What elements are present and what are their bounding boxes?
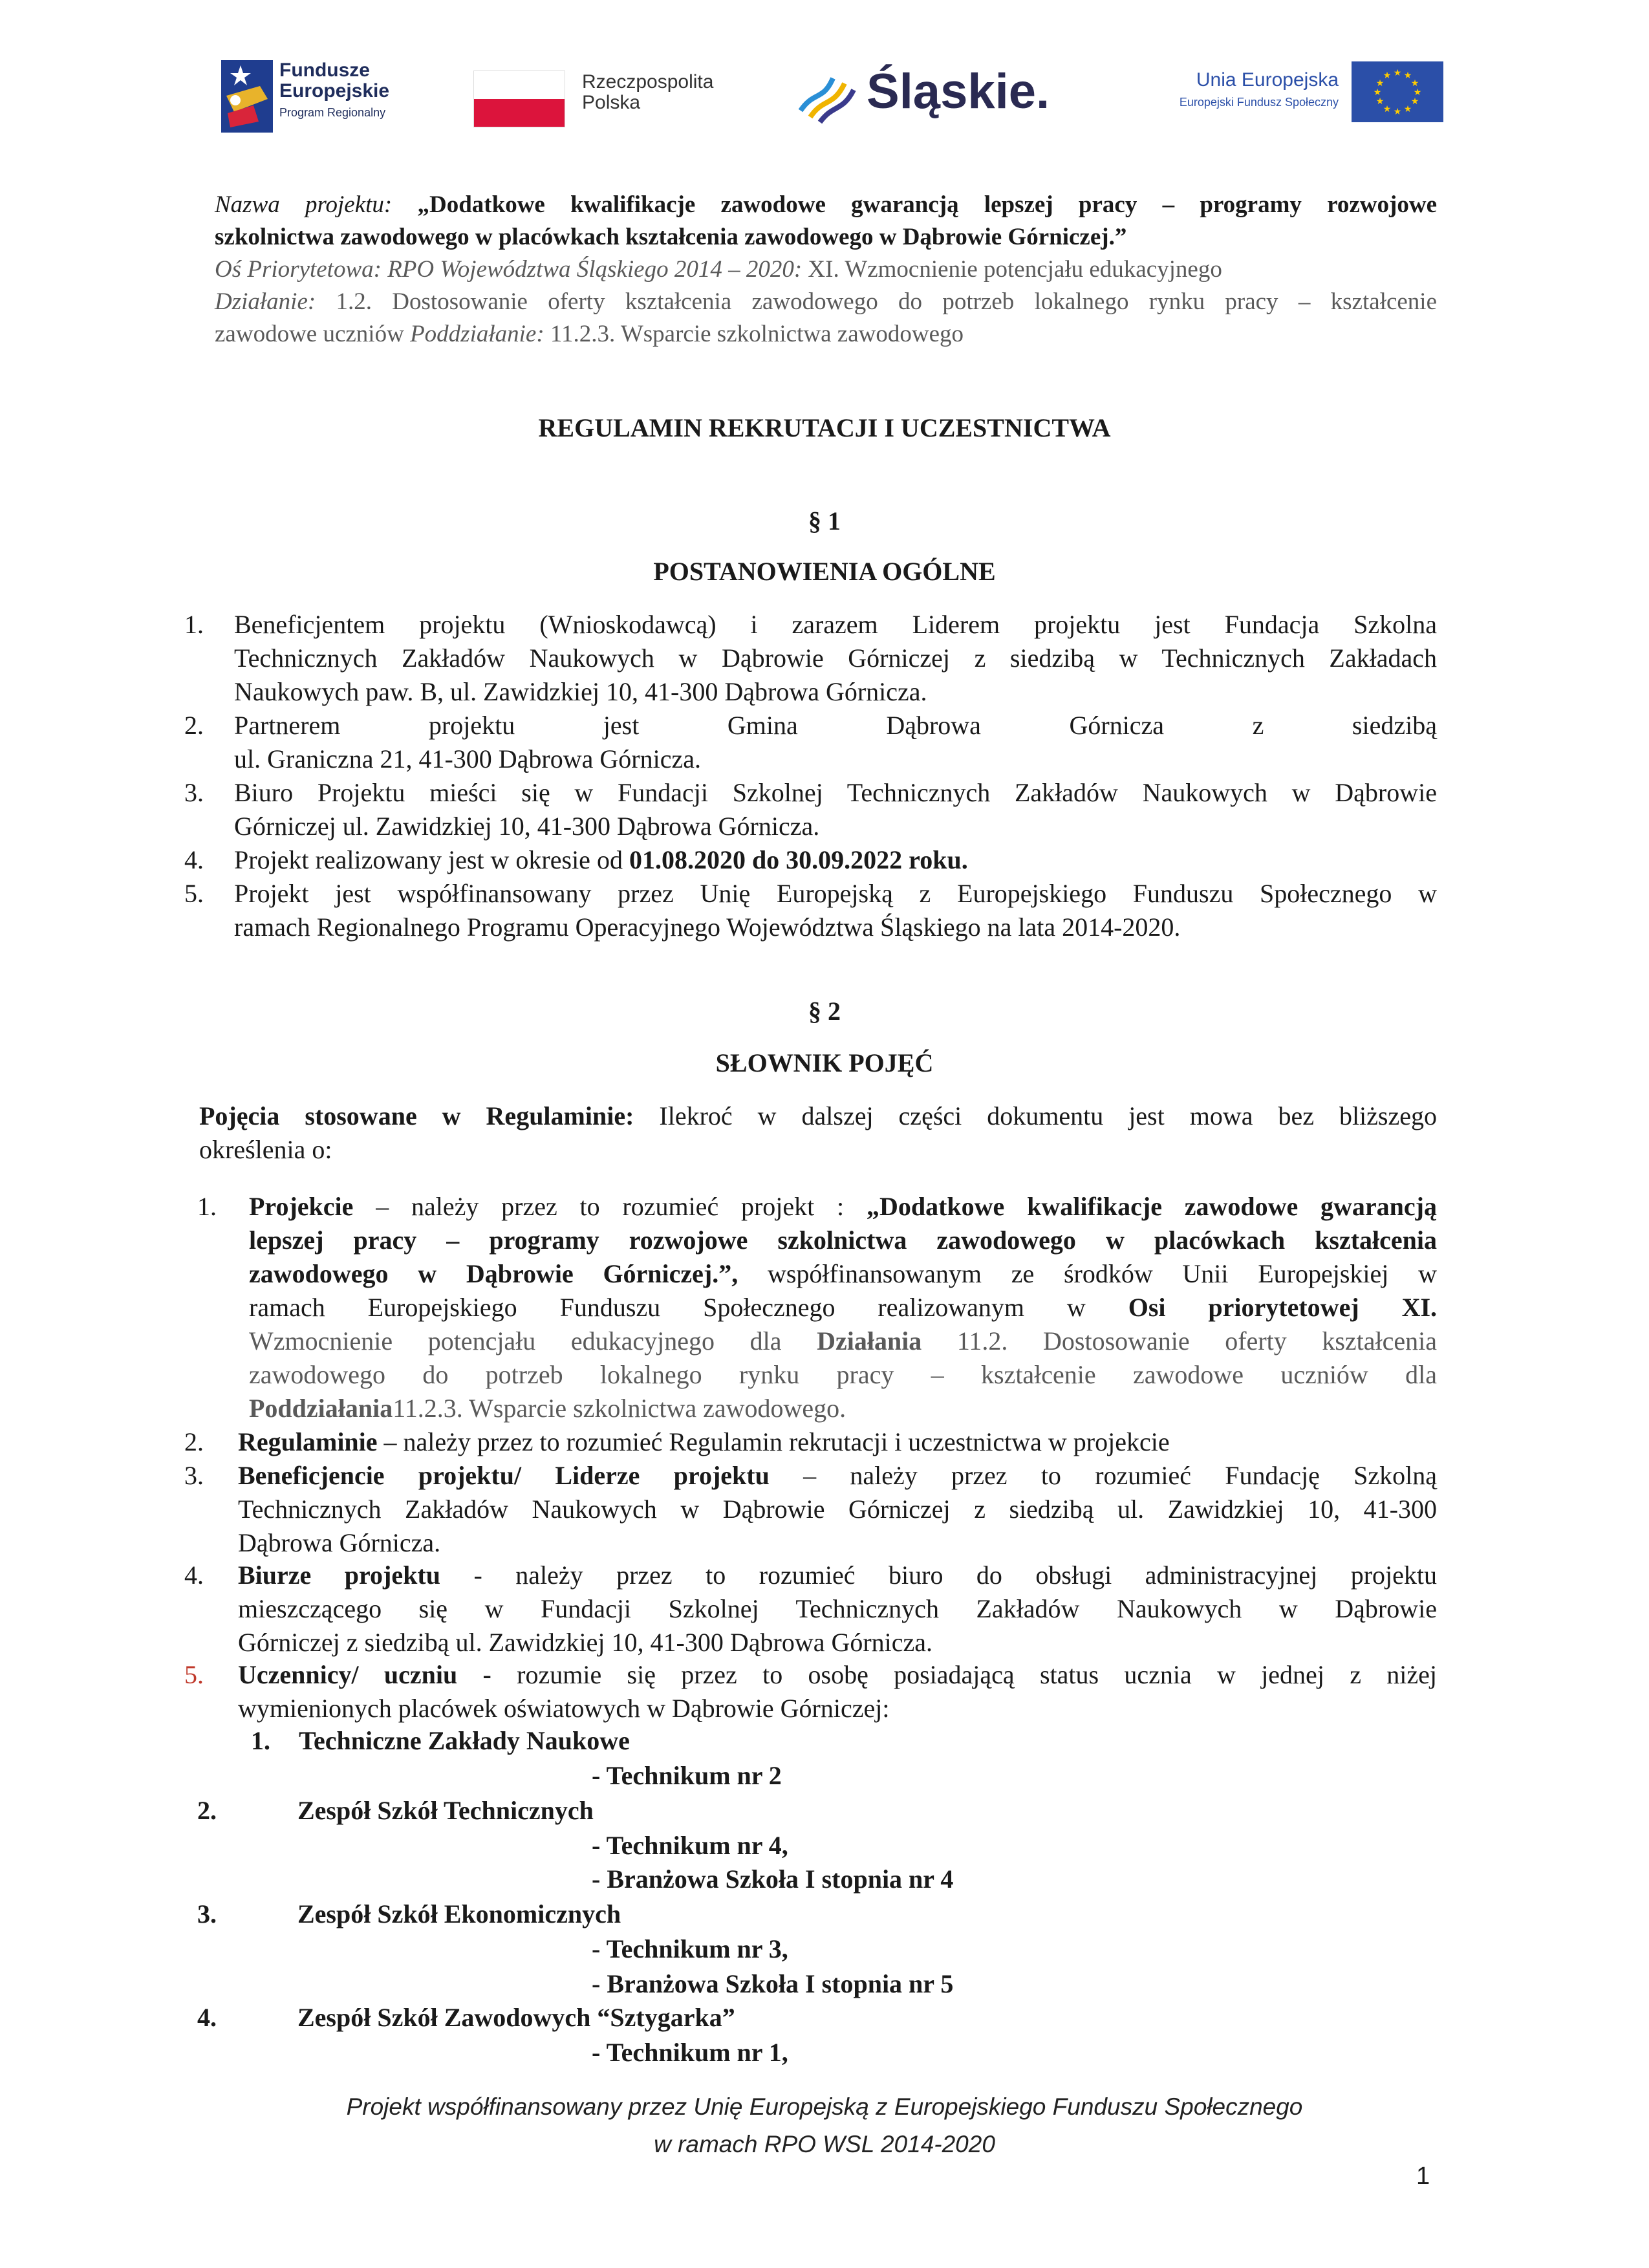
s2-item2-text: – należy przez to rozumieć Regulamin rekrutacji i uczestnictwa w projekcie	[383, 1427, 1170, 1456]
header-project-name: „Dodatkowe kwalifikacje zawodowe gwarancją lepszej pracy – programy rozwojowe	[417, 191, 1437, 218]
s2-item5-number: 5.	[184, 1660, 204, 1689]
header-line-3	[215, 254, 1437, 286]
s2-item5	[238, 1658, 1437, 1725]
s2-item5-text: rozumie się przez to osobę posiadającą status ucznia w jednej z niżej	[517, 1660, 1437, 1689]
s2-item1-line1	[249, 1190, 1437, 1224]
s2-item1-text4: ramach Europejskiego Funduszu Społecznego realizowanym w	[249, 1293, 1086, 1322]
s2-item3-line3: Dąbrowa Górnicza.	[238, 1528, 441, 1557]
svg-text:★: ★	[1375, 78, 1385, 89]
fundusze-sub: Program Regionalny	[279, 106, 386, 119]
header-axis-label: Oś Priorytetowa: RPO Województwa Śląskiego 2014 – 2020:	[215, 256, 803, 283]
s1-item4-number: 4.	[184, 845, 204, 874]
svg-text:★: ★	[1410, 96, 1419, 107]
svg-text:★: ★	[1403, 70, 1412, 81]
header-line-1	[215, 189, 1437, 221]
s2-item1-text3: współfinansowanym ze środków Unii Europejskiej w	[767, 1259, 1437, 1288]
s2-item1-number: 1.	[197, 1192, 217, 1221]
s2-item2-number: 2.	[184, 1427, 204, 1456]
s2-item1-line2: lepszej pracy – programy rozwojowe szkolnictwa zawodowego w placówkach kształcenia	[249, 1226, 1437, 1255]
s2-item2-term: Regulaminie	[238, 1427, 378, 1456]
header-line-4	[215, 286, 1437, 318]
s2-item1-line6: zawodowego do potrzeb lokalnego rynku pracy – kształcenie zawodowe uczniów dla	[249, 1360, 1437, 1389]
footer-line1: Projekt współfinansowany przez Unię Europejską z Europejskiego Funduszu Społecznego	[346, 2093, 1303, 2120]
s1-item5-line1: Projekt jest współfinansowany przez Unię Europejską z Europejskiego Funduszu Społecznego w	[234, 879, 1437, 908]
header-subaction-label: Poddziałanie:	[410, 321, 544, 347]
slaskie-wave-icon	[794, 65, 859, 124]
page-number: 1	[1416, 2163, 1430, 2190]
s1-item2-line2: ul. Graniczna 21, 41-300 Dąbrowa Górnicza.	[234, 744, 701, 773]
s2-item3-term: Beneficjencie projektu/ Liderze projektu	[238, 1461, 770, 1490]
intro-bold: Pojęcia stosowane w Regulaminie:	[199, 1101, 634, 1130]
rp-line2: Polska	[582, 92, 641, 113]
school4-name: Zespół Szkół Zawodowych “Sztygarka”	[297, 2003, 735, 2032]
logo-bar	[213, 55, 1429, 139]
s2-item1-line5	[249, 1324, 1437, 1358]
school3-sub1: - Technikum nr 3,	[592, 1934, 788, 1963]
s2-item1-title1: „Dodatkowe kwalifikacje zawodowe gwarancją	[866, 1192, 1437, 1221]
school3-name: Zespół Szkół Ekonomicznych	[297, 1899, 621, 1928]
header-action-label: Działanie:	[215, 288, 316, 315]
s2-item5-line1	[238, 1658, 1437, 1692]
s2-item1-line4	[249, 1291, 1437, 1324]
school2-sub2: - Branżowa Szkoła I stopnia nr 4	[592, 1864, 954, 1894]
header-line5-text: zawodowe uczniów	[215, 321, 404, 347]
s1-item3-line1: Biuro Projektu mieści się w Fundacji Szkolnej Technicznych Zakładów Naukowych w Dąbrowie	[234, 778, 1437, 807]
intro-rest: Ilekroć w dalszej części dokumentu jest mowa bez bliższego	[659, 1101, 1438, 1130]
header-axis-value: XI. Wzmocnienie potencjału edukacyjnego	[808, 256, 1222, 283]
s2-item3-line1	[238, 1459, 1437, 1493]
school2-number: 2.	[197, 1796, 217, 1825]
s2-item4-term: Biurze projektu	[238, 1561, 440, 1590]
school4-number: 4.	[197, 2003, 217, 2032]
svg-text:★: ★	[1375, 96, 1385, 107]
svg-text:★: ★	[1393, 68, 1402, 78]
header-action-value: 1.2. Dostosowanie oferty kształcenia zawodowego do potrzeb lokalnego rynku pracy – kształcenie	[336, 288, 1437, 315]
s1-item1-line1: Beneficjentem projektu (Wnioskodawcą) i zarazem Liderem projektu jest Fundacja Szkolna	[234, 610, 1437, 639]
s2-item1-title3: zawodowego w Dąbrowie Górniczej.”,	[249, 1259, 738, 1288]
school3-number: 3.	[197, 1899, 217, 1928]
s2-item2	[238, 1425, 1437, 1459]
s1-item2-number: 2.	[184, 711, 204, 740]
s2-item3-text: – należy przez to rozumieć Fundację Szkolną	[803, 1461, 1437, 1490]
s2-item1-line3	[249, 1257, 1437, 1291]
svg-text:★: ★	[1393, 107, 1402, 117]
section-2-intro	[199, 1099, 1437, 1167]
s1-item2	[234, 709, 1437, 776]
section-1-heading: POSTANOWIENIA OGÓLNE	[653, 557, 996, 586]
s1-item1-line2: Technicznych Zakładów Naukowych w Dąbrowie Górniczej z siedzibą w Technicznych Zakładach	[234, 643, 1437, 673]
school1-name: Techniczne Zakłady Naukowe	[299, 1726, 630, 1755]
s2-item1	[249, 1190, 1437, 1425]
s2-item3-line2: Technicznych Zakładów Naukowych w Dąbrowie Górniczej z siedzibą ul. Zawidzkiej 10, 41-300	[238, 1495, 1437, 1524]
fundusze-line1: Fundusze	[279, 59, 370, 81]
fundusze-line2: Europejskie	[279, 80, 390, 102]
s2-item1-line7	[249, 1392, 1437, 1425]
s2-item1-text5b: 11.2. Dostosowanie oferty kształcenia	[956, 1326, 1438, 1355]
section-2-heading: SŁOWNIK POJĘĆ	[715, 1048, 934, 1077]
s1-item5-line2: ramach Regionalnego Programu Operacyjnego Województwa Śląskiego na lata 2014-2020.	[234, 913, 1181, 942]
s2-item1-action: Działania	[817, 1326, 922, 1355]
svg-text:★: ★	[1403, 104, 1412, 114]
s1-item2-line1: Partnerem projektu jest Gmina Dąbrowa Górnicza z siedzibą	[234, 711, 1437, 740]
s2-item4-line2: mieszczącego się w Fundacji Szkolnej Technicznych Zakładów Naukowych w Dąbrowie	[238, 1594, 1437, 1623]
ue-line1: Unia Europejska	[1196, 69, 1339, 91]
s2-item1-text1: – należy przez to rozumieć projekt :	[376, 1192, 845, 1221]
footer-line2: w ramach RPO WSL 2014-2020	[654, 2131, 995, 2157]
s1-item4-text: Projekt realizowany jest w okresie od	[234, 845, 623, 874]
s2-item5-line2: wymienionych placówek oświatowych w Dąbrowie Górniczej:	[238, 1694, 890, 1723]
section-2-intro-line1	[199, 1099, 1437, 1133]
svg-text:★: ★	[1373, 87, 1382, 98]
s1-item3-line2: Górniczej ul. Zawidzkiej 10, 41-300 Dąbrowa Górnicza.	[234, 812, 820, 841]
s1-item5	[234, 877, 1437, 944]
section-2-sign: § 2	[808, 997, 841, 1026]
s1-item1	[234, 608, 1437, 709]
polish-flag-icon	[473, 70, 565, 127]
school4-sub1: - Technikum nr 1,	[592, 2038, 788, 2067]
school1-number: 1.	[251, 1726, 270, 1755]
s2-item1-text5: Wzmocnienie potencjału edukacyjnego dla	[249, 1326, 782, 1355]
school2-name: Zespół Szkół Technicznych	[297, 1796, 594, 1825]
ue-line2: Europejski Fundusz Społeczny	[1179, 96, 1339, 109]
svg-text:★: ★	[1410, 78, 1419, 89]
s2-item3	[238, 1459, 1437, 1560]
header-line-5	[215, 318, 1437, 351]
header-project-label: Nazwa projektu:	[215, 191, 393, 218]
s2-item3-number: 3.	[184, 1461, 204, 1490]
s2-item1-text7: 11.2.3. Wsparcie szkolnictwa zawodowego.	[393, 1394, 846, 1423]
s1-item1-line3: Naukowych paw. B, ul. Zawidzkiej 10, 41-300 Dąbrowa Górnicza.	[234, 677, 927, 706]
school2-sub1: - Technikum nr 4,	[592, 1831, 788, 1860]
rp-line1: Rzeczpospolita	[582, 71, 714, 92]
fundusze-europejskie-logo	[221, 60, 273, 133]
svg-text:★: ★	[1383, 70, 1392, 81]
school1-sub1: - Technikum nr 2	[592, 1761, 782, 1790]
s1-item1-number: 1.	[184, 610, 204, 639]
document-title: REGULAMIN REKRUTACJI I UCZESTNICTWA	[538, 413, 1111, 442]
s1-item4-dates: 01.08.2020 do 30.09.2022 roku.	[629, 845, 968, 874]
s1-item5-number: 5.	[184, 879, 204, 908]
header-subaction-value: 11.2.3. Wsparcie szkolnictwa zawodowego	[550, 321, 964, 347]
section-1-sign: § 1	[808, 506, 841, 535]
s1-item3	[234, 776, 1437, 843]
s2-item4-line1	[238, 1559, 1437, 1592]
school3-sub2: - Branżowa Szkoła I stopnia nr 5	[592, 1969, 954, 1998]
svg-text:★: ★	[1383, 104, 1392, 114]
s2-item4	[238, 1559, 1437, 1659]
s2-item1-axis: Osi priorytetowej XI.	[1128, 1293, 1438, 1322]
header-line-2	[215, 221, 1437, 254]
s1-item3-number: 3.	[184, 778, 204, 807]
project-header	[215, 189, 1437, 351]
s2-item5-term: Uczennicy/ uczniu -	[238, 1660, 491, 1689]
s2-item1-subaction: Poddziałania	[249, 1394, 393, 1423]
eu-flag-icon	[1352, 61, 1443, 122]
s2-item4-text: - należy przez to rozumieć biuro do obsługi administracyjnej projektu	[473, 1561, 1438, 1590]
s2-item4-number: 4.	[184, 1561, 204, 1590]
s1-item4	[234, 843, 1437, 877]
svg-text:★: ★	[1413, 87, 1422, 98]
header-project-name-cont: szkolnictwa zawodowego w placówkach kształcenia zawodowego w Dąbrowie Górniczej.”	[215, 224, 1127, 250]
slaskie-wordmark: Śląskie.	[867, 64, 1050, 119]
s2-item1-term: Projekcie	[249, 1192, 354, 1221]
s2-item4-line3: Górniczej z siedzibą ul. Zawidzkiej 10, 41-300 Dąbrowa Górnicza.	[238, 1628, 933, 1657]
section-2-intro-line2: określenia o:	[199, 1135, 332, 1164]
